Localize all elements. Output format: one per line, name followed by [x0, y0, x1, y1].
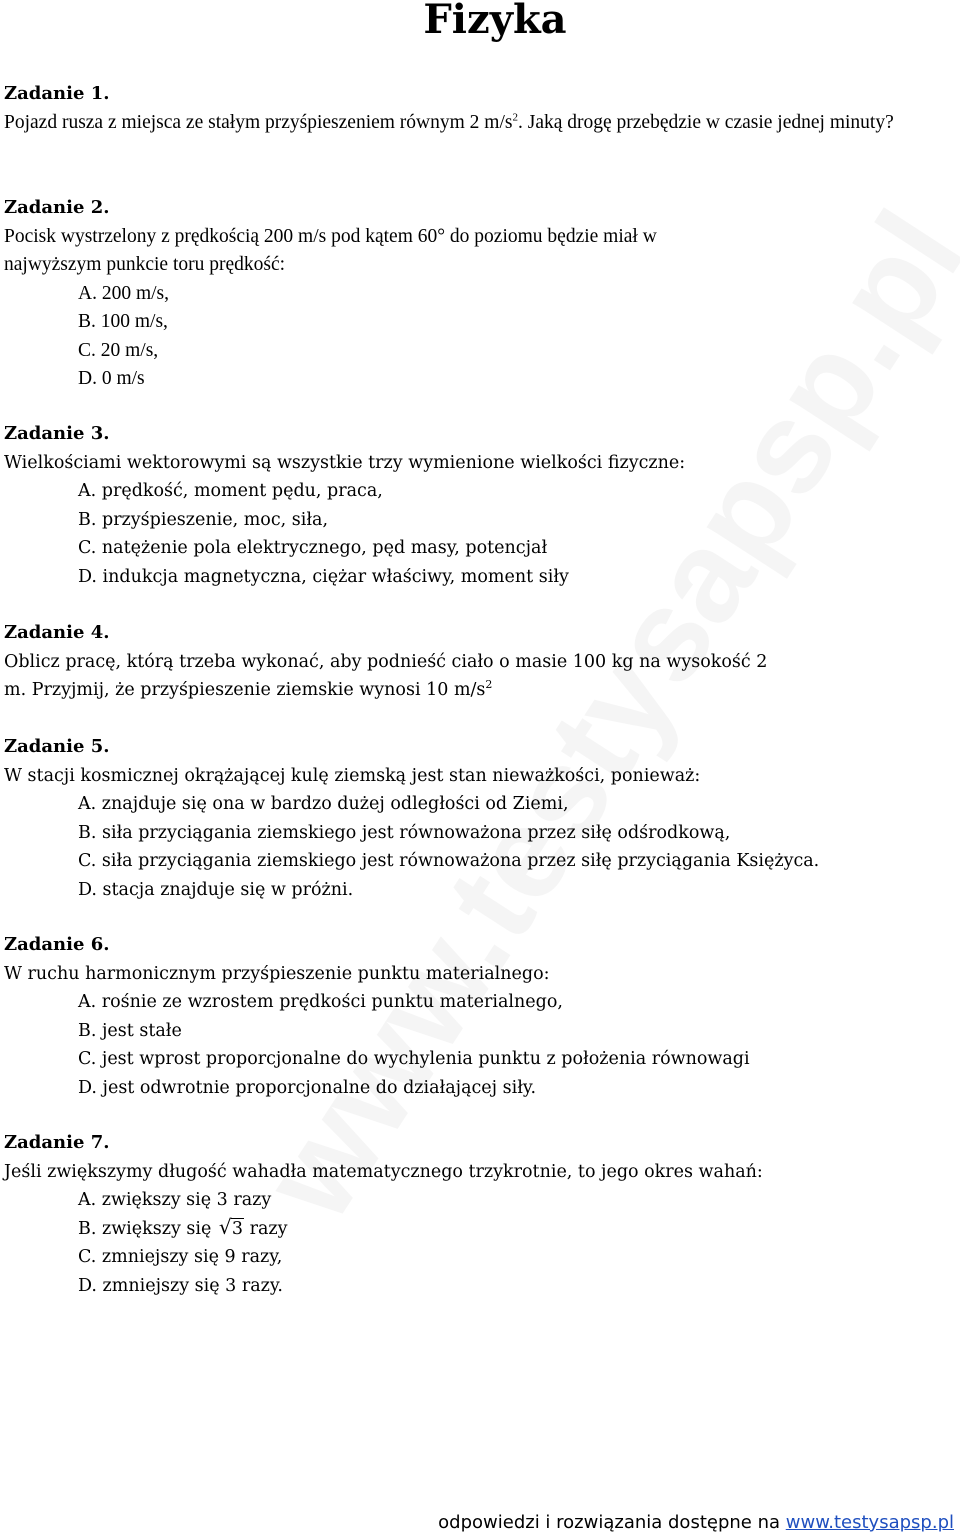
page-title: Fizyka — [423, 0, 567, 43]
task-7 — [4, 1129, 954, 1300]
task-question: W stacji kosmicznej okrążającej kulę ziemską jest stan nieważkości, ponieważ: — [4, 765, 701, 786]
task-3 — [4, 420, 954, 591]
answer-options — [4, 988, 954, 1102]
task-heading: Zadanie 4. — [4, 622, 110, 643]
answer-option-b: B. jest stałe — [78, 1020, 182, 1041]
task-6 — [4, 931, 954, 1102]
answer-options — [4, 477, 954, 591]
task-question: Wielkościami wektorowymi są wszystkie trzy wymienione wielkości fizyczne: — [4, 452, 686, 473]
answer-option-d: D. indukcja magnetyczna, ciężar właściwy, moment siły — [78, 566, 569, 587]
answer-option-d: D. stacja znajduje się w próżni. — [78, 879, 354, 900]
task-5 — [4, 733, 954, 904]
task-1 — [4, 80, 954, 137]
square-root: √ 3 — [218, 1214, 244, 1239]
task-2 — [4, 194, 744, 394]
answer-option-a: A. prędkość, moment pędu, praca, — [78, 481, 383, 501]
task-heading: Zadanie 5. — [4, 736, 110, 757]
answer-options — [4, 790, 954, 904]
task-heading: Zadanie 2. — [4, 197, 110, 218]
task-heading: Zadanie 7. — [4, 1132, 110, 1153]
footer-link[interactable]: www.testysapsp.pl — [785, 1512, 954, 1533]
task-question: Pojazd rusza z miejsca ze stałym przyśpieszeniem równym 2 $m/s^2$. Jaką drogę przebędzie w czasie jednej minuty? — [4, 111, 894, 133]
answer-option-b: B. 100 m/s, — [78, 311, 168, 332]
task-question: Oblicz pracę, którą trzeba wykonać, aby podnieść ciało o masie 100 kg na wysokość 2 m. Przyjmij, że przyśpieszenie ziemskie wynosi 10 $m/s^2$ — [4, 651, 768, 700]
answer-option-d: D. jest odwrotnie proporcjonalne do działającej siły. — [78, 1077, 537, 1098]
answer-option-b: B. siła przyciągania ziemskiego jest równoważona przez siłę odśrodkową, — [78, 822, 731, 843]
answer-option-c: C. jest wprost proporcjonalne do wychylenia punktu z położenia równowagi — [78, 1049, 750, 1069]
answer-option-d: D. zmniejszy się 3 razy. — [78, 1275, 283, 1296]
answer-option-c: C. zmniejszy się 9 razy, — [78, 1247, 283, 1267]
answer-option-a: A. znajduje się ona w bardzo dużej odległości od Ziemi, — [78, 794, 569, 814]
task-4 — [4, 619, 774, 705]
answer-option-b: B. przyśpieszenie, moc, siła, — [78, 509, 329, 530]
answer-option-a: A. 200 m/s, — [78, 282, 170, 304]
task-heading: Zadanie 6. — [4, 934, 110, 955]
answer-options — [4, 1186, 954, 1300]
task-question: Pocisk wystrzelony z prędkością 200 m/s pod kątem 60° do poziomu będzie miał w najwyższym punkcie toru prędkość: — [4, 225, 657, 275]
task-question: W ruchu harmonicznym przyśpieszenie punktu materialnego: — [4, 963, 550, 984]
answer-option-d: D. 0 m/s — [78, 368, 145, 389]
answer-option-c: C. 20 m/s, — [78, 339, 159, 361]
task-heading: Zadanie 1. — [4, 83, 110, 104]
task-question: Jeśli zwiększymy długość wahadła matematycznego trzykrotnie, to jego okres wahań: — [4, 1161, 763, 1182]
answer-option-a: A. zwiększy się 3 razy — [78, 1190, 272, 1210]
task-heading: Zadanie 3. — [4, 423, 110, 444]
answer-option-b: B. zwiększy się √ 3 razy — [78, 1215, 954, 1244]
answer-option-c: C. natężenie pola elektrycznego, pęd masy, potencjał — [78, 538, 548, 558]
answer-option-a: A. rośnie ze wzrostem prędkości punktu materialnego, — [78, 992, 563, 1012]
footer — [438, 1510, 954, 1536]
answer-option-c: C. siła przyciągania ziemskiego jest równoważona przez siłę przyciągania Księżyca. — [78, 851, 820, 871]
footer-text: odpowiedzi i rozwiązania dostępne na — [438, 1512, 786, 1533]
answer-options — [4, 280, 744, 394]
